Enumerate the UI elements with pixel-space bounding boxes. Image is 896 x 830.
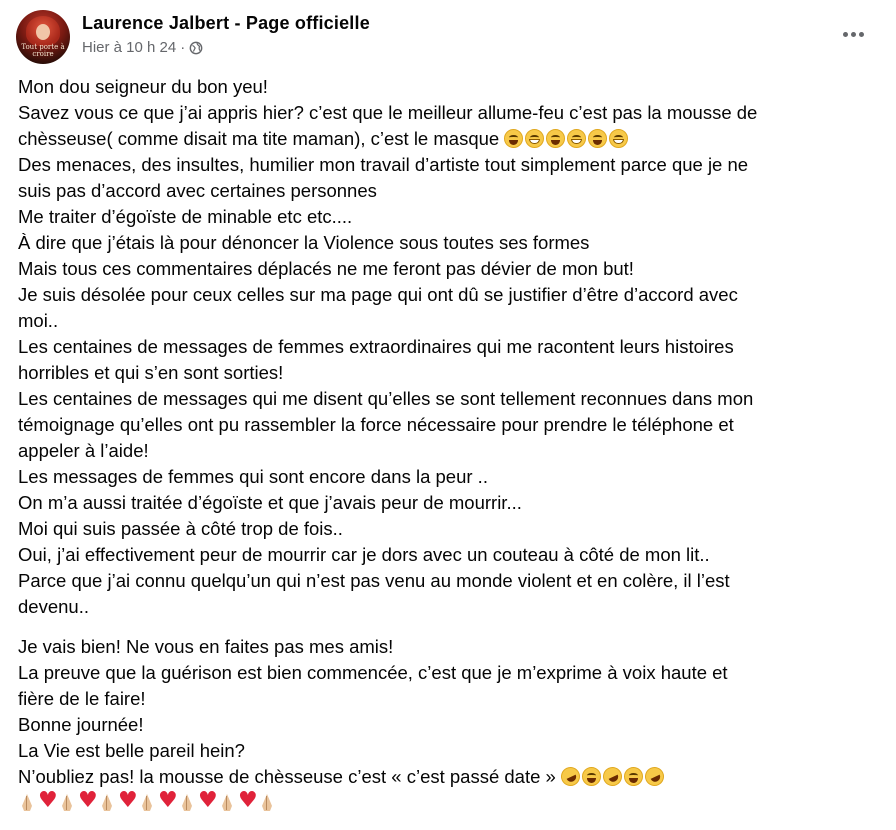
post-line: Des menaces, des insultes, humilier mon travail d’artiste tout simplement parce que je ne <box>18 154 749 175</box>
paragraph-spacer <box>18 620 884 634</box>
grin-emoji-icon <box>567 129 586 148</box>
post-line: Bonne journée! <box>18 714 144 735</box>
post-line: devenu.. <box>18 596 89 617</box>
post-line: moi.. <box>18 310 59 331</box>
post-line: Mais tous ces commentaires déplacés ne me feront pas dévier de mon but! <box>18 258 634 279</box>
emoji-footer-line <box>18 790 884 816</box>
heart-emoji-icon <box>238 793 256 812</box>
post-line: On m’a aussi traitée d’égoïste et que j’avais peur de mourrir... <box>18 492 522 513</box>
rofl-emoji-icon <box>642 764 667 789</box>
pray-emoji-icon <box>218 793 236 812</box>
pray-emoji-icon <box>18 793 36 812</box>
laugh-emoji-icon <box>582 767 601 786</box>
post-line: Savez vous ce que j’ai appris hier? c’est que le meilleur allume-feu c’est pas la mousse de <box>18 102 758 123</box>
grin-emoji-icon <box>609 129 628 148</box>
pray-emoji-icon <box>98 793 116 812</box>
post-line: Les centaines de messages de femmes extraordinaires qui me racontent leurs histoires <box>18 336 734 357</box>
post-line: fière de le faire! <box>18 688 146 709</box>
laugh-emoji-icon <box>504 129 523 148</box>
laugh-emoji-icon <box>546 129 565 148</box>
post-line: À dire que j’étais là pour dénoncer la Violence sous toutes ses formes <box>18 232 590 253</box>
laugh-emoji-icon <box>588 129 607 148</box>
pray-emoji-icon <box>258 793 276 812</box>
post-meta <box>82 39 203 56</box>
post-line: chèsseuse( comme disait ma tite maman), c’est le masque <box>18 126 884 152</box>
heart-emoji-icon <box>198 793 216 812</box>
post-line: Oui, j’ai effectivement peur de mourrir car je dors avec un couteau à côté de mon lit.. <box>18 544 710 565</box>
page-avatar[interactable] <box>16 10 70 64</box>
pray-emoji-icon <box>178 793 196 812</box>
post-line: La Vie est belle pareil hein? <box>18 740 245 761</box>
heart-emoji-icon <box>38 793 56 812</box>
post-line: Moi qui suis passée à côté trop de fois.. <box>18 518 343 539</box>
globe-icon[interactable] <box>189 41 203 55</box>
post-line: Me traiter d’égoïste de minable etc etc.... <box>18 206 353 227</box>
post-line: N’oubliez pas! la mousse de chèsseuse c’est « c’est passé date » <box>18 764 884 790</box>
rofl-emoji-icon <box>558 764 583 789</box>
avatar-face <box>36 24 50 40</box>
pray-emoji-icon <box>58 793 76 812</box>
post-line: Je vais bien! Ne vous en faites pas mes amis! <box>18 636 394 657</box>
post-timestamp[interactable]: Hier à 10 h 24 <box>82 39 177 56</box>
avatar-caption: Tout porte à croire <box>21 43 65 58</box>
pray-emoji-icon <box>138 793 156 812</box>
rofl-emoji-icon <box>600 764 625 789</box>
post-text <box>18 74 884 816</box>
laugh-emoji-icon <box>624 767 643 786</box>
post-header <box>16 10 880 66</box>
post-line: appeler à l’aide! <box>18 440 149 461</box>
post-line: Parce que j’ai connu quelqu’un qui n’est pas venu au monde violent et en colère, il l’est <box>18 570 730 591</box>
more-options-icon[interactable] <box>838 24 868 44</box>
grin-emoji-icon <box>525 129 544 148</box>
post-line: témoignage qu’elles ont pu rassembler la force nécessaire pour prendre le téléphone et <box>18 414 734 435</box>
post-line: Je suis désolée pour ceux celles sur ma page qui ont dû se justifier d’être d’accord avec <box>18 284 738 305</box>
meta-separator: · <box>180 39 186 56</box>
heart-emoji-icon <box>118 793 136 812</box>
post-line: La preuve que la guérison est bien commencée, c’est que je m’exprime à voix haute et <box>18 662 728 683</box>
page-name-link[interactable]: Laurence Jalbert - Page officielle <box>82 13 370 33</box>
heart-emoji-icon <box>158 793 176 812</box>
post-line: Les centaines de messages qui me disent qu’elles se sont tellement reconnues dans mon <box>18 388 754 409</box>
post-line: horribles et qui s’en sont sorties! <box>18 362 284 383</box>
post-line: Mon dou seigneur du bon yeu! <box>18 76 268 97</box>
post-line: Les messages de femmes qui sont encore dans la peur .. <box>18 466 488 487</box>
post-line: suis pas d’accord avec certaines personnes <box>18 180 377 201</box>
heart-emoji-icon <box>78 793 96 812</box>
